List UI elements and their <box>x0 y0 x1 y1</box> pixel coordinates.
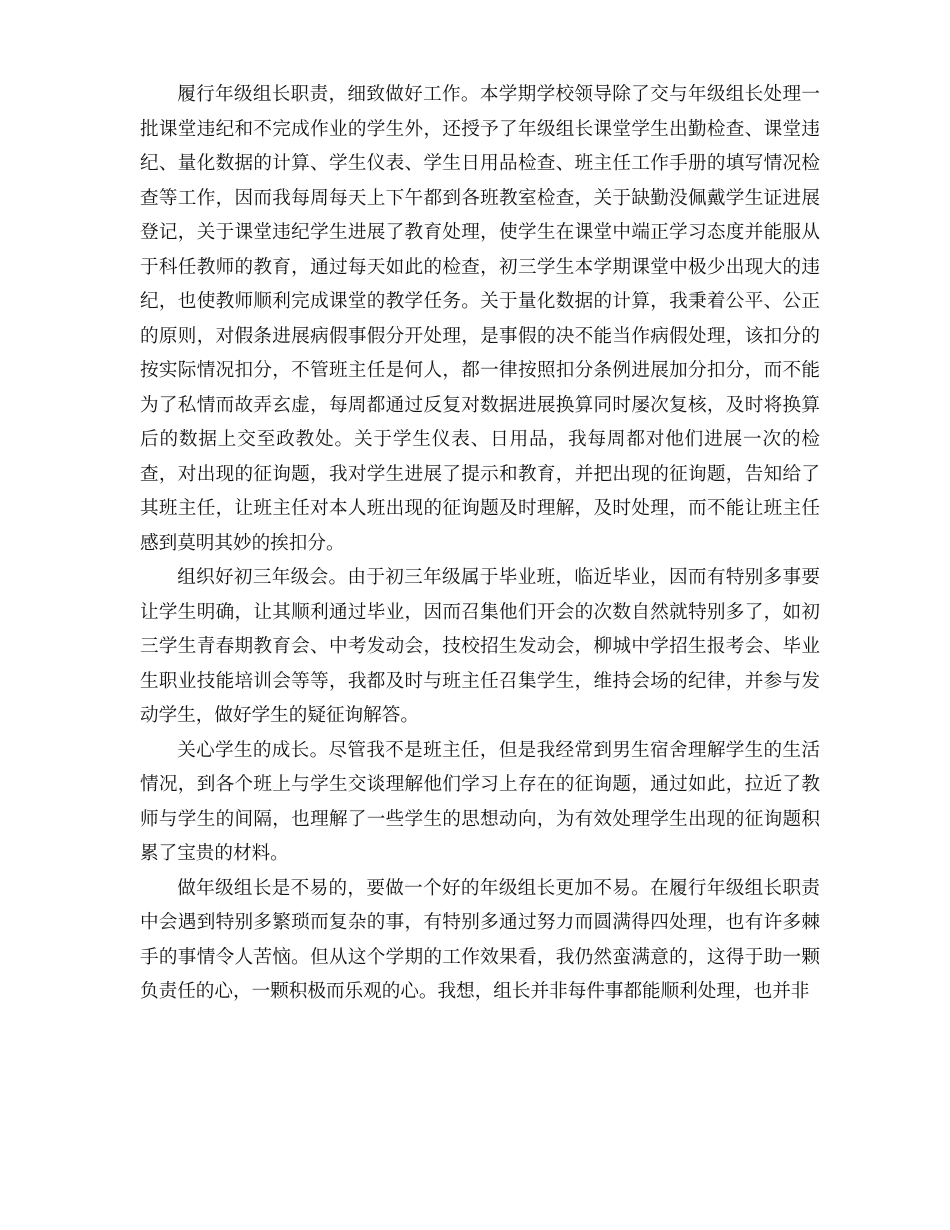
paragraph-reflection: 做年级组长是不易的，要做一个好的年级组长更加不易。在履行年级组长职责中会遇到特别多繁琐而复杂的事，有特别多通过努力而圆满得四处理，也有许多棘手的事情令人苦恼。但从这个学期的工作效果看，我仍然蛮满意的，这得于助一颗负责任的心，一颗积极而乐观的心。我想，组长并非每件事都能顺利处理，也并非 <box>140 877 820 1002</box>
paragraph-grade-meeting: 组织好初三年级会。由于初三年级属于毕业班，临近毕业，因而有特别多事要让学生明确，让其顺利通过毕业，因而召集他们开会的次数自然就特别多了，如初三学生青春期教育会、中考发动会，技校招生发动会，柳城中学招生报考会、毕业生职业技能培训会等等，我都及时与班主任召集学生，维持会场的纪律，并参与发动学生，做好学生的疑征询解答。 <box>140 567 820 726</box>
document-page <box>140 78 820 1010</box>
paragraph-duties: 履行年级组长职责，细致做好工作。本学期学校领导除了交与年级组长处理一批课堂违纪和不完成作业的学生外，还授予了年级组长课堂学生出勤检查、课堂违纪、量化数据的计算、学生仪表、学生日用品检查、班主任工作手册的填写情况检查等工作，因而我每周每天上下午都到各班教室检查，关于缺勤没佩戴学生证进展登记，关于课堂违纪学生进展了教育处理，使学生在课堂中端正学习态度并能服从于科任教师的教育，通过每天如此的检查，初三学生本学期课堂中极少出现大的违纪，也使教师顺利完成课堂的教学任务。关于量化数据的计算，我秉着公平、公正的原则，对假条进展病假事假分开处理，是事假的决不能当作病假处理，该扣分的按实际情况扣分，不管班主任是何人，都一律按照扣分条例进展加分扣分，而不能为了私情而故弄玄虚，每周都通过反复对数据进展换算同时屡次复核，及时将换算后的数据上交至政教处。关于学生仪表、日用品，我每周都对他们进展一次的检查，对出现的征询题，我对学生进展了提示和教育，并把出现的征询题，告知给了其班主任，让班主任对本人班出现的征询题及时理解，及时处理，而不能让班主任感到莫明其妙的挨扣分。 <box>140 84 820 554</box>
paragraph-student-care: 关心学生的成长。尽管我不是班主任，但是我经常到男生宿舍理解学生的生活情况，到各个班上与学生交谈理解他们学习上存在的征询题，通过如此，拉近了教师与学生的间隔，也理解了一些学生的思想动向，为有效处理学生出现的征询题积累了宝贵的材料。 <box>140 739 820 864</box>
